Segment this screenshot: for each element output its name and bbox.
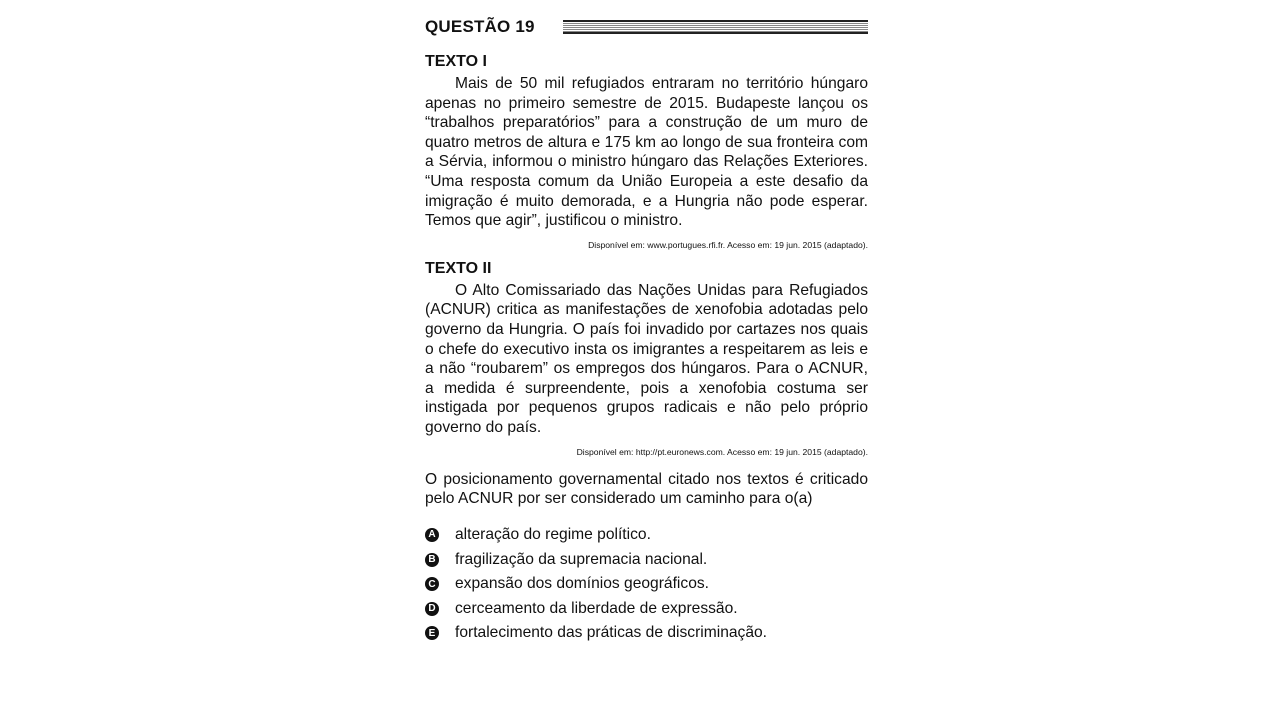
option-b-text: fragilização da supremacia nacional. <box>455 550 708 568</box>
question-header <box>425 10 868 44</box>
option-b[interactable] <box>425 547 868 572</box>
question-title: QUESTÃO 19 <box>425 17 535 36</box>
question-prompt: O posicionamento governamental citado nos textos é criticado pelo ACNUR por ser considerado um caminho para o(a) <box>425 470 868 508</box>
option-e-badge: E <box>425 626 439 640</box>
option-d-text: cerceamento da liberdade de expressão. <box>455 599 738 617</box>
option-c-text: expansão dos domínios geográficos. <box>455 575 709 593</box>
texto-2-title: TEXTO II <box>425 259 492 277</box>
texto-2-source: Disponível em: http://pt.euronews.com. Acesso em: 19 jun. 2015 (adaptado). <box>576 446 868 457</box>
header-rule <box>563 20 868 34</box>
option-a-text: alteração do regime político. <box>455 525 651 543</box>
option-b-badge: B <box>425 553 439 567</box>
texto-1-body: Mais de 50 mil refugiados entraram no território húngaro apenas no primeiro semestre de 2015. Budapeste lançou os “trabalhos preparatórios” para a construção de um muro de quatro metros de altura e 175 km ao longo de sua fronteira com a Sérvia, informou o ministro húngaro das Relações Exteriores. “Uma resposta comum da União Europeia a este desafio da imigração é muito demorada, e a Hungria não pode esperar. Temos que agir”, justificou o ministro. <box>425 75 868 230</box>
texto-1-title: TEXTO I <box>425 53 487 70</box>
texto-1-source: Disponível em: www.portugues.rfi.fr. Acesso em: 19 jun. 2015 (adaptado). <box>588 239 868 250</box>
option-e[interactable] <box>425 621 868 646</box>
option-a[interactable] <box>425 523 868 548</box>
option-d-badge: D <box>425 602 439 616</box>
option-c[interactable] <box>425 572 868 597</box>
texto-2-body: O Alto Comissariado das Nações Unidas para Refugiados (ACNUR) critica as manifestações de xenofobia adotadas pelo governo da Hungria. O país foi invadido por cartazes nos quais o chefe do executivo insta os imigrantes a respeitarem as leis e a não “roubarem” os empregos dos húngaros. Para o ACNUR, a medida é surpreendente, pois a xenofobia costuma ser instigada por pequenos grupos radicais e não pelo próprio governo do país. <box>425 281 868 436</box>
option-c-badge: C <box>425 577 439 591</box>
question-page <box>425 10 868 646</box>
answer-options <box>425 523 868 646</box>
option-d[interactable] <box>425 596 868 621</box>
option-e-text: fortalecimento das práticas de discriminação. <box>455 624 768 642</box>
option-a-badge: A <box>425 528 439 542</box>
